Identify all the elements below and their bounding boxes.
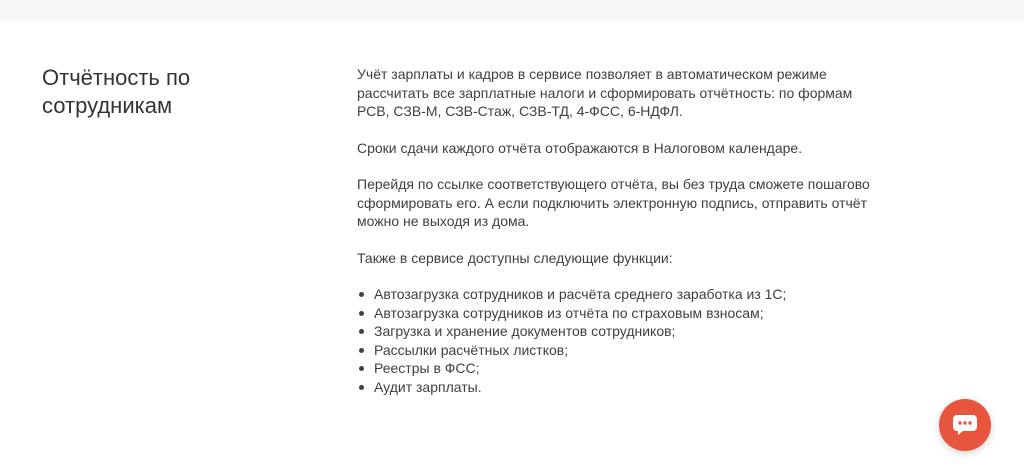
list-item — [357, 322, 877, 341]
chat-bubble-icon — [952, 414, 978, 436]
list-item — [357, 285, 877, 304]
list-item-text: Аудит зарплаты. — [374, 378, 482, 395]
section-title: Отчётность по сотрудникам — [42, 65, 191, 118]
bullet-icon — [359, 311, 364, 316]
bullet-icon — [359, 385, 364, 390]
bullet-icon — [359, 348, 364, 353]
paragraph-report-link: Перейдя по ссылке соответствующего отчёта, вы без труда сможете пошагово сформировать его. А если подключить электронную подпись, отправить отчёт можно не выходя из дома. — [357, 176, 870, 229]
paragraph-features-intro: Также в сервисе доступны следующие функции: — [357, 249, 673, 266]
chat-button[interactable] — [939, 399, 991, 451]
list-item-text: Реестры в ФСС; — [374, 360, 480, 376]
list-item — [357, 359, 877, 378]
section-body — [357, 65, 877, 396]
list-item — [357, 304, 877, 323]
list-item-text: Загрузка и хранение документов сотрудников; — [374, 323, 676, 339]
bullet-icon — [359, 292, 364, 297]
bullet-icon — [359, 366, 364, 371]
list-item-text: Автозагрузка сотрудников из отчёта по страховым взносам; — [374, 304, 764, 321]
paragraph-intro: Учёт зарплаты и кадров в сервисе позволяет в автоматическом режиме рассчитать все зарплатные налоги и сформировать отчётность: по формам РСВ, СЗВ-М, СЗВ-Стаж, СЗВ-ТД, 4-ФСС, 6-НДФЛ. — [357, 66, 853, 119]
feature-list — [357, 285, 877, 396]
list-item — [357, 378, 877, 397]
list-item-text: Рассылки расчётных листков; — [374, 341, 569, 358]
content-card — [0, 20, 1024, 473]
paragraph-deadlines: Сроки сдачи каждого отчёта отображаются в Налоговом календаре. — [357, 139, 803, 156]
list-item — [357, 341, 877, 360]
bullet-icon — [359, 329, 364, 334]
list-item-text: Автозагрузка сотрудников и расчёта среднего заработка из 1С; — [374, 286, 787, 302]
